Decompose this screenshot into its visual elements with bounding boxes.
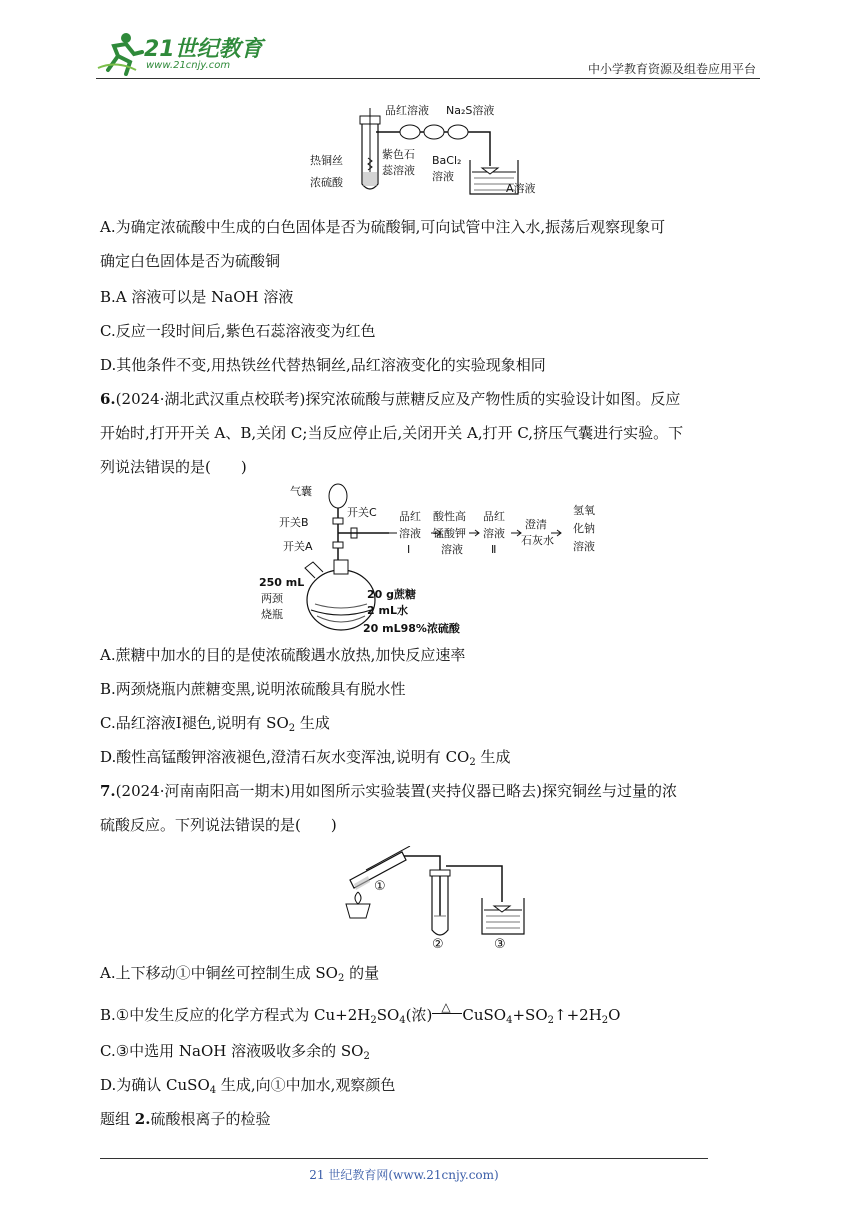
label-flask-3: 烧瓶 xyxy=(261,608,283,621)
label-retongsi: 热铜丝 xyxy=(310,154,343,167)
q7-stem-line2: 硫酸反应。下列说法错误的是( ) xyxy=(100,816,337,834)
label-ph2-3: Ⅱ xyxy=(491,543,497,556)
label-lime-1: 澄清 xyxy=(525,518,547,531)
page-header xyxy=(96,30,760,80)
label-kaiguan-a: 开关A xyxy=(283,540,313,553)
label-sulfuric-acid: 20 mL98%浓硫酸 xyxy=(363,622,460,635)
label-water: 2 mL水 xyxy=(367,604,408,617)
logo-title: 21世纪教育 xyxy=(144,37,263,62)
q7-apparatus-figure xyxy=(336,846,536,950)
footer-text: 21 世纪教育网(www.21cnjy.com) xyxy=(309,1168,499,1182)
q7-option-c: C.③中选用 NaOH 溶液吸收多余的 $SO_2$ xyxy=(100,1042,370,1062)
label-bacl2-2: 溶液 xyxy=(432,170,454,183)
label-km-2: 锰酸钾 xyxy=(433,527,466,540)
label-naoh-1: 氢氧 xyxy=(573,504,595,517)
q5-option-d: D.其他条件不变,用热铁丝代替热铜丝,品红溶液变化的实验现象相同 xyxy=(100,356,546,374)
label-nongliusuan: 浓硫酸 xyxy=(310,176,343,189)
label-n3: ③ xyxy=(494,937,506,950)
q6-option-a: A.蔗糖中加水的目的是使浓硫酸遇水放热,加快反应速率 xyxy=(100,646,466,664)
label-n2: ② xyxy=(432,937,444,950)
label-zise1: 紫色石 xyxy=(382,148,415,161)
q6-stem-line1: 6.(2024·湖北武汉重点校联考)探究浓硫酸与蔗糖反应及产物性质的实验设计如图。反应 xyxy=(100,390,681,408)
q6-stem-line2: 开始时,打开开关 A、B,关闭 C;当反应停止后,关闭开关 A,打开 C,挤压气囊进行实验。下 xyxy=(100,424,684,442)
q6-option-b: B.两颈烧瓶内蔗糖变黑,说明浓硫酸具有脱水性 xyxy=(100,680,406,698)
label-flask-1: 250 mL xyxy=(259,576,305,589)
q7-option-b: B.①中发生反应的化学方程式为 $Cu+2H_2SO_4$(浓) △ $CuSO_4+SO_2↑+2H_2O$ xyxy=(100,1000,621,1026)
label-pinhong: 品红溶液 xyxy=(385,104,429,117)
footer-divider xyxy=(100,1158,708,1159)
two-neck-flask-shape xyxy=(307,570,375,630)
site-logo xyxy=(96,30,266,76)
label-ph1-3: Ⅰ xyxy=(407,543,411,556)
q6-apparatus-figure xyxy=(255,478,615,640)
label-km-1: 酸性高 xyxy=(433,510,466,523)
header-divider xyxy=(96,78,760,79)
q7-stem-line1: 7.(2024·河南南阳高一期末)用如图所示实验装置(夹持仪器已略去)探究铜丝与过量的浓 xyxy=(100,782,678,800)
logo-url: www.21cnjy.com xyxy=(146,60,231,71)
label-n1: ① xyxy=(374,879,386,894)
label-zise2: 蕊溶液 xyxy=(382,164,415,177)
q5-apparatus-figure xyxy=(310,102,550,202)
q5-option-c: C.反应一段时间后,紫色石蕊溶液变为红色 xyxy=(100,322,376,340)
label-qinang: 气囊 xyxy=(290,485,312,498)
alcohol-lamp-shape xyxy=(346,904,370,918)
label-kaiguan-b: 开关B xyxy=(279,516,309,529)
label-ph1-1: 品红 xyxy=(399,510,421,523)
q7-option-a: A.上下移动①中铜丝可控制生成 $SO_2$ 的量 xyxy=(100,964,380,984)
label-na2s: Na₂S溶液 xyxy=(446,104,495,117)
q6-stem-line3: 列说法错误的是( ) xyxy=(100,458,247,476)
q5-option-b: B.A 溶液可以是 NaOH 溶液 xyxy=(100,288,294,306)
label-ph1-2: 溶液 xyxy=(399,527,421,540)
reaction-condition-arrow: △ xyxy=(432,1004,462,1026)
header-slogan: 中小学教育资源及组卷应用平台 xyxy=(587,62,756,76)
label-flask-2: 两颈 xyxy=(261,592,283,605)
q6-number: 6. xyxy=(100,390,116,408)
q5-option-a-line2: 确定白色固体是否为硫酸铜 xyxy=(100,252,281,270)
label-naoh-3: 溶液 xyxy=(573,540,595,553)
label-ph2-2: 溶液 xyxy=(483,527,505,540)
label-kaiguan-c: 开关C xyxy=(347,506,377,519)
label-km-3: 溶液 xyxy=(441,543,463,556)
q6-option-c: C.品红溶液Ⅰ褪色,说明有 $SO_2$ 生成 xyxy=(100,714,330,734)
balloon-shape xyxy=(329,484,347,508)
label-bacl2-1: BaCl₂ xyxy=(432,154,462,167)
label-lime-2: 石灰水 xyxy=(521,534,554,547)
q5-option-a-line1: A.为确定浓硫酸中生成的白色固体是否为硫酸铜,可向试管中注入水,振荡后观察现象可 xyxy=(100,218,666,236)
label-ph2-1: 品红 xyxy=(483,510,505,523)
q6-option-d: D.酸性高锰酸钾溶液褪色,澄清石灰水变浑浊,说明有 $CO_2$ 生成 xyxy=(100,748,511,768)
label-naoh-2: 化钠 xyxy=(573,522,595,535)
q7-number: 7. xyxy=(100,782,116,800)
group2-title: 题组 2.硫酸根离子的检验 xyxy=(100,1110,271,1128)
label-a-solution: A溶液 xyxy=(506,182,536,195)
label-sucrose: 20 g蔗糖 xyxy=(367,588,417,601)
runner-icon xyxy=(96,30,146,76)
q7-option-d: D.为确认 CuSO$_4$ 生成,向①中加水,观察颜色 xyxy=(100,1076,396,1096)
